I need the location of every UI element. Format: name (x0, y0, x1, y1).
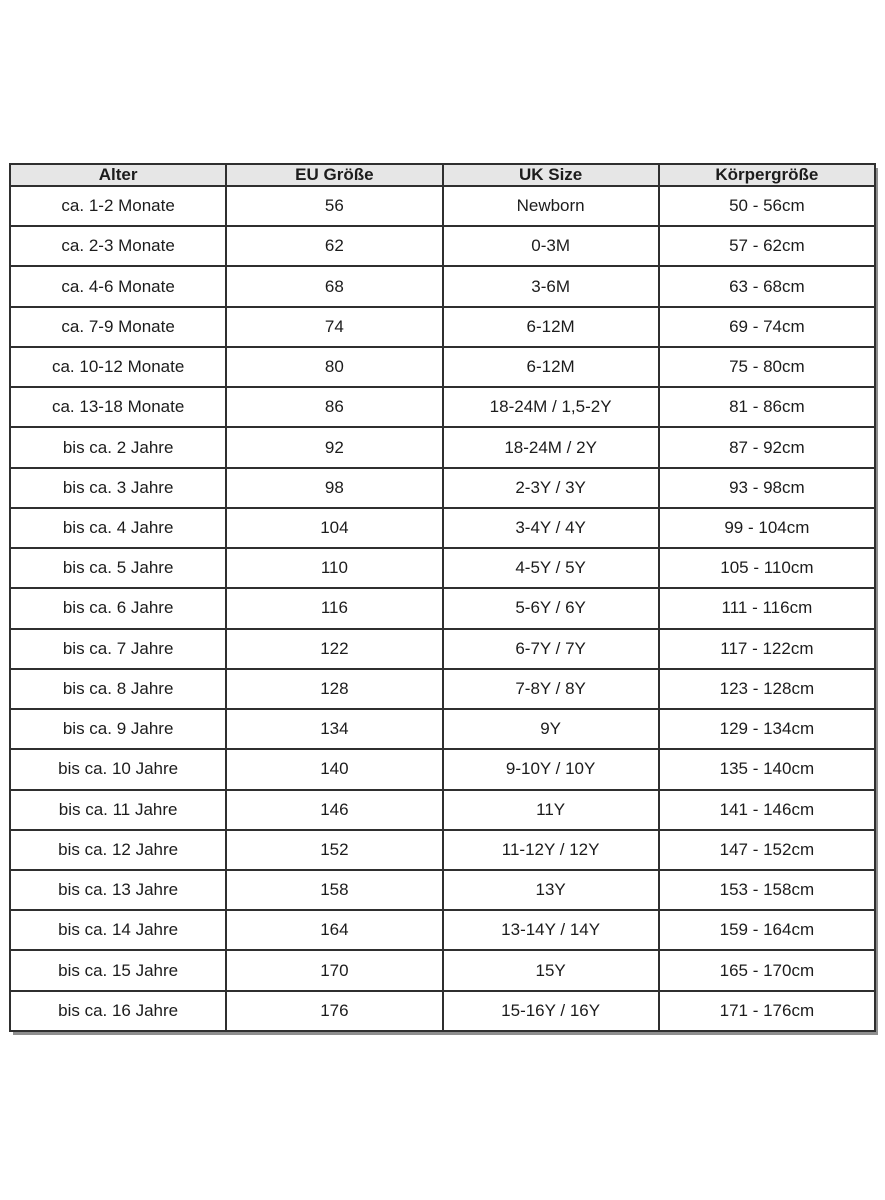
cell-uk-size: 0-3M (443, 226, 659, 266)
cell-eu-groesse: 80 (226, 347, 442, 387)
cell-alter: bis ca. 8 Jahre (10, 669, 226, 709)
cell-uk-size: 15-16Y / 16Y (443, 991, 659, 1031)
table-row (10, 266, 875, 306)
cell-koerpergroesse: 153 - 158cm (659, 870, 875, 910)
cell-alter: ca. 7-9 Monate (10, 307, 226, 347)
cell-uk-size: 11-12Y / 12Y (443, 830, 659, 870)
cell-alter: bis ca. 12 Jahre (10, 830, 226, 870)
table-row (10, 669, 875, 709)
table-row (10, 870, 875, 910)
cell-eu-groesse: 98 (226, 468, 442, 508)
table-row (10, 226, 875, 266)
cell-uk-size: 13Y (443, 870, 659, 910)
cell-uk-size: 6-7Y / 7Y (443, 629, 659, 669)
cell-alter: ca. 2-3 Monate (10, 226, 226, 266)
cell-uk-size: 13-14Y / 14Y (443, 910, 659, 950)
cell-koerpergroesse: 69 - 74cm (659, 307, 875, 347)
cell-koerpergroesse: 63 - 68cm (659, 266, 875, 306)
cell-alter: bis ca. 10 Jahre (10, 749, 226, 789)
cell-eu-groesse: 62 (226, 226, 442, 266)
cell-uk-size: 18-24M / 1,5-2Y (443, 387, 659, 427)
cell-eu-groesse: 140 (226, 749, 442, 789)
cell-koerpergroesse: 123 - 128cm (659, 669, 875, 709)
cell-koerpergroesse: 129 - 134cm (659, 709, 875, 749)
cell-uk-size: 7-8Y / 8Y (443, 669, 659, 709)
cell-uk-size: 9Y (443, 709, 659, 749)
cell-koerpergroesse: 171 - 176cm (659, 991, 875, 1031)
cell-alter: bis ca. 14 Jahre (10, 910, 226, 950)
table-body (10, 186, 875, 1031)
column-header-uk-size: UK Size (443, 164, 659, 186)
cell-eu-groesse: 158 (226, 870, 442, 910)
cell-alter: bis ca. 9 Jahre (10, 709, 226, 749)
cell-alter: bis ca. 5 Jahre (10, 548, 226, 588)
column-header-koerpergroesse: Körpergröße (659, 164, 875, 186)
column-header-eu-groesse: EU Größe (226, 164, 442, 186)
cell-uk-size: 6-12M (443, 307, 659, 347)
cell-koerpergroesse: 111 - 116cm (659, 588, 875, 628)
cell-eu-groesse: 56 (226, 186, 442, 226)
cell-eu-groesse: 110 (226, 548, 442, 588)
cell-eu-groesse: 104 (226, 508, 442, 548)
table-row (10, 950, 875, 990)
cell-alter: bis ca. 15 Jahre (10, 950, 226, 990)
cell-eu-groesse: 128 (226, 669, 442, 709)
cell-koerpergroesse: 105 - 110cm (659, 548, 875, 588)
cell-uk-size: 4-5Y / 5Y (443, 548, 659, 588)
cell-koerpergroesse: 50 - 56cm (659, 186, 875, 226)
cell-uk-size: 11Y (443, 790, 659, 830)
cell-eu-groesse: 146 (226, 790, 442, 830)
table-row (10, 427, 875, 467)
table-row (10, 186, 875, 226)
table-row (10, 790, 875, 830)
cell-uk-size: 5-6Y / 6Y (443, 588, 659, 628)
cell-uk-size: Newborn (443, 186, 659, 226)
cell-alter: bis ca. 6 Jahre (10, 588, 226, 628)
cell-alter: bis ca. 16 Jahre (10, 991, 226, 1031)
cell-eu-groesse: 86 (226, 387, 442, 427)
cell-alter: bis ca. 3 Jahre (10, 468, 226, 508)
cell-koerpergroesse: 99 - 104cm (659, 508, 875, 548)
cell-eu-groesse: 122 (226, 629, 442, 669)
table-row (10, 709, 875, 749)
table-row (10, 588, 875, 628)
cell-alter: ca. 10-12 Monate (10, 347, 226, 387)
cell-koerpergroesse: 147 - 152cm (659, 830, 875, 870)
table-head (10, 164, 875, 186)
cell-eu-groesse: 116 (226, 588, 442, 628)
cell-koerpergroesse: 81 - 86cm (659, 387, 875, 427)
cell-koerpergroesse: 135 - 140cm (659, 749, 875, 789)
cell-uk-size: 15Y (443, 950, 659, 990)
cell-uk-size: 18-24M / 2Y (443, 427, 659, 467)
cell-alter: ca. 4-6 Monate (10, 266, 226, 306)
cell-koerpergroesse: 141 - 146cm (659, 790, 875, 830)
table-row (10, 508, 875, 548)
cell-eu-groesse: 74 (226, 307, 442, 347)
cell-alter: bis ca. 4 Jahre (10, 508, 226, 548)
cell-alter: bis ca. 7 Jahre (10, 629, 226, 669)
column-header-alter: Alter (10, 164, 226, 186)
cell-eu-groesse: 170 (226, 950, 442, 990)
cell-uk-size: 2-3Y / 3Y (443, 468, 659, 508)
table-row (10, 749, 875, 789)
cell-koerpergroesse: 75 - 80cm (659, 347, 875, 387)
cell-uk-size: 9-10Y / 10Y (443, 749, 659, 789)
table-row (10, 347, 875, 387)
cell-uk-size: 3-4Y / 4Y (443, 508, 659, 548)
cell-eu-groesse: 68 (226, 266, 442, 306)
table-row (10, 910, 875, 950)
header-row (10, 164, 875, 186)
cell-alter: ca. 13-18 Monate (10, 387, 226, 427)
cell-koerpergroesse: 93 - 98cm (659, 468, 875, 508)
table-row (10, 548, 875, 588)
cell-alter: ca. 1-2 Monate (10, 186, 226, 226)
table-row (10, 991, 875, 1031)
cell-eu-groesse: 164 (226, 910, 442, 950)
cell-alter: bis ca. 2 Jahre (10, 427, 226, 467)
cell-koerpergroesse: 159 - 164cm (659, 910, 875, 950)
cell-alter: bis ca. 11 Jahre (10, 790, 226, 830)
cell-koerpergroesse: 87 - 92cm (659, 427, 875, 467)
table-row (10, 629, 875, 669)
table-row (10, 468, 875, 508)
table-row (10, 387, 875, 427)
cell-eu-groesse: 176 (226, 991, 442, 1031)
cell-koerpergroesse: 165 - 170cm (659, 950, 875, 990)
table-row (10, 830, 875, 870)
cell-koerpergroesse: 57 - 62cm (659, 226, 875, 266)
cell-eu-groesse: 92 (226, 427, 442, 467)
cell-koerpergroesse: 117 - 122cm (659, 629, 875, 669)
size-chart-table (9, 163, 876, 1032)
cell-uk-size: 3-6M (443, 266, 659, 306)
cell-eu-groesse: 134 (226, 709, 442, 749)
cell-uk-size: 6-12M (443, 347, 659, 387)
cell-alter: bis ca. 13 Jahre (10, 870, 226, 910)
cell-eu-groesse: 152 (226, 830, 442, 870)
table-row (10, 307, 875, 347)
